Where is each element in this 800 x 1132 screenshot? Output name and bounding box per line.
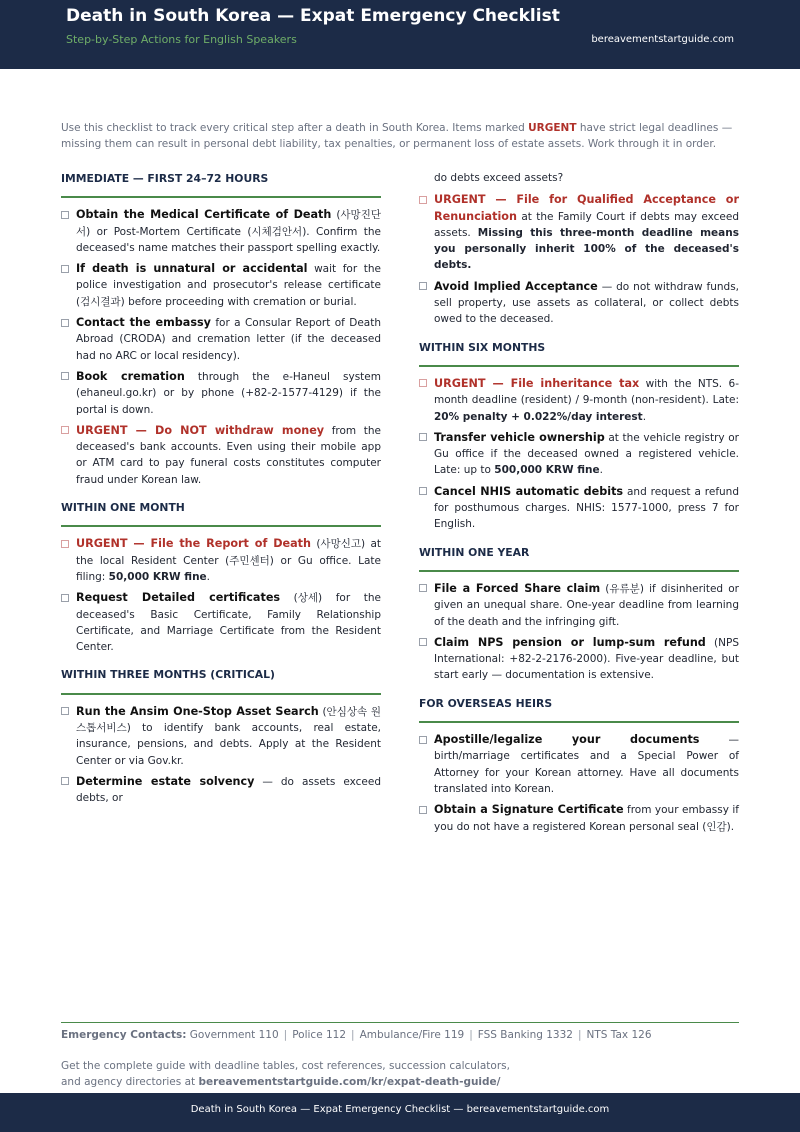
guide-note [61, 1058, 739, 1090]
checkbox[interactable] [61, 707, 69, 715]
guide-prefix: and agency directories at [61, 1076, 199, 1088]
checklist-item[interactable] [419, 732, 739, 797]
checklist-item[interactable] [61, 369, 381, 418]
checkbox[interactable] [419, 196, 427, 204]
checklist-section [419, 192, 739, 327]
checkbox[interactable] [61, 265, 69, 273]
contact-entry: Police 112 [292, 1029, 347, 1041]
checklist-item[interactable] [61, 704, 381, 769]
carried-text: do debts exceed assets? [434, 172, 564, 184]
item-label: Contact the embassy [76, 316, 211, 330]
checklist-item[interactable] [61, 774, 381, 807]
item-label: File a Forced Share claim [434, 581, 601, 595]
checklist-item[interactable] [61, 423, 381, 488]
item-text: with the NTS. 6-month deadline (resident) / 9-month (non-resident). Late: [434, 377, 739, 407]
contacts-label: Emergency Contacts: [61, 1029, 187, 1041]
separator: | [283, 1029, 288, 1041]
item-text: (사망신고) at the local Resident Center (주민센터) or Gu office. Late filing: [76, 538, 381, 583]
item-label: URGENT — File inheritance tax [434, 376, 640, 390]
checklist-item[interactable] [61, 590, 381, 655]
checklist-section [419, 696, 739, 835]
checklist-item[interactable] [61, 261, 381, 310]
checklist-section [61, 171, 381, 488]
checklist-section [419, 340, 739, 533]
item-text: (상세) for the deceased's Basic Certificate, Family Relationship Certificate, and Marriage Certificate from the Resident Center. [76, 592, 381, 654]
guide-link[interactable]: bereavementstartguide.com/kr/expat-death-guide/ [198, 1076, 501, 1088]
separator: | [577, 1029, 582, 1041]
checklist-item[interactable] [419, 192, 739, 273]
intro-paragraph [61, 120, 739, 152]
intro-text-start: Use this checklist to track every critical step after a death in South Korea. Items marked [61, 122, 529, 134]
guide-line-2 [61, 1074, 739, 1090]
item-text: (안심상속 원스톱서비스) to identify bank accounts, real estate, insurance, pensions, and debts. Apply at the Resident Center or via Gov.kr. [76, 705, 381, 767]
contact-entry: FSS Banking 1332 [477, 1029, 573, 1041]
item-text: (NPS International: +82-2-2176-2000). Five-year deadline, but start early — documentation is extensive. [434, 636, 739, 682]
checkbox[interactable] [419, 433, 427, 441]
item-text: wait for the police investigation and prosecutor's release certificate (검시결과) before proceeding with cremation or burial. [76, 263, 381, 308]
checkbox[interactable] [61, 372, 69, 380]
page-header [0, 0, 800, 69]
checklist-item[interactable] [61, 207, 381, 256]
contact-entry: NTS Tax 126 [586, 1029, 652, 1041]
item-text: — birth/marriage certificates and a Special Power of Attorney for your Korean attorney. Have all documents translated into Korean. [434, 734, 739, 795]
checklist-item[interactable] [419, 279, 739, 328]
item-text: (유류분) if disinherited or given an unequal share. One-year deadline from learning of the death and the infringing gift. [434, 582, 739, 628]
checklist-section [419, 545, 739, 684]
item-label: Cancel NHIS automatic debits [434, 484, 624, 498]
separator: | [469, 1029, 473, 1041]
item-label: Obtain a Signature Certificate [434, 803, 624, 817]
checklist-section [61, 500, 381, 655]
footer-divider [61, 1022, 739, 1023]
item-label: Transfer vehicle ownership [434, 430, 605, 444]
item-label: Apostille/legalize your documents [434, 733, 700, 747]
left-column [61, 171, 381, 819]
item-text: and request a refund for posthumous charges. NHIS: 1577-1000, press 7 for English. [434, 485, 739, 531]
item-label: Run the Ansim One-Stop Asset Search [76, 704, 319, 718]
section-title: WITHIN ONE MONTH [61, 500, 381, 527]
item-label: Claim NPS pension or lump-sum refund [434, 635, 706, 649]
section-title: WITHIN SIX MONTHS [419, 340, 739, 367]
document-title: Death in South Korea — Expat Emergency Checklist [66, 6, 560, 26]
item-tail: . [599, 464, 603, 477]
checkbox[interactable] [61, 426, 69, 434]
section-title: IMMEDIATE — FIRST 24–72 HOURS [61, 171, 381, 198]
section-title: WITHIN THREE MONTHS (CRITICAL) [61, 667, 381, 694]
checkbox[interactable] [419, 487, 427, 495]
contact-entry: Government 110 [189, 1029, 279, 1041]
item-label: Request Detailed certificates [76, 591, 281, 605]
section-title: FOR OVERSEAS HEIRS [419, 696, 739, 723]
item-emphasis: Missing this three-month deadline means you personally inherit 100% of the deceased's debts. [434, 226, 739, 272]
contacts-list [190, 1029, 652, 1041]
separator: | [351, 1029, 355, 1041]
item-text: through the e-Haneul system (ehaneul.go.kr) or by phone (+82-2-1577-4129) if the portal is down. [76, 370, 381, 416]
item-label: Determine estate solvency [76, 774, 255, 788]
item-text: — do assets exceed debts, or [76, 775, 381, 805]
checklist-section [61, 667, 381, 806]
item-emphasis: 50,000 KRW fine [108, 570, 207, 583]
guide-line-1: Get the complete guide with deadline tables, cost references, succession calculators, [61, 1060, 510, 1072]
checklist-item[interactable] [419, 802, 739, 835]
footer-bar: Death in South Korea — Expat Emergency Checklist — bereavementstartguide.com [0, 1093, 800, 1132]
checkbox[interactable] [419, 282, 427, 290]
item-text: at the vehicle registry or Gu office if the deceased owned a registered vehicle. Late: up to [434, 431, 739, 477]
item-text: — do not withdraw funds, sell property, use assets as collateral, or collect debts owed to the deceased. [434, 280, 740, 326]
checkbox[interactable] [419, 736, 427, 744]
contact-entry: Ambulance/Fire 119 [359, 1029, 465, 1041]
item-text: from the deceased's bank accounts. Even using their mobile app or ATM card to pay funeral costs constitutes computer fraud under Korean law. [76, 424, 381, 486]
item-tail: . [642, 410, 647, 423]
checklist-item[interactable] [419, 581, 739, 630]
item-label: URGENT — Do NOT withdraw money [76, 423, 325, 437]
checklist-item[interactable] [419, 484, 739, 533]
checkbox[interactable] [419, 379, 427, 387]
checkbox[interactable] [61, 319, 69, 327]
emergency-contacts [61, 1029, 739, 1041]
checklist-item[interactable] [61, 315, 381, 364]
checkbox[interactable] [61, 777, 69, 785]
intro-urgent-word: URGENT [528, 122, 577, 134]
checklist-item[interactable] [61, 536, 381, 585]
checklist-item[interactable] [419, 376, 739, 425]
item-label: If death is unnatural or accidental [76, 262, 308, 276]
item-text: at the Family Court if debts may exceed assets. [434, 210, 739, 239]
item-text: from your embassy if you do not have a registered Korean personal seal (인감). [434, 804, 739, 833]
item-text: for a Consular Report of Death Abroad (CRODA) and cremation letter (if the deceased had no ARC or local residency). [76, 317, 381, 362]
item-emphasis: 20% penalty + 0.022%/day interest [434, 410, 643, 423]
item-label: Avoid Implied Acceptance [434, 279, 598, 293]
item-emphasis: 500,000 KRW fine [494, 464, 600, 477]
checkbox[interactable] [61, 594, 69, 602]
item-label: Book cremation [76, 369, 185, 383]
item-label: URGENT — File for Qualified Acceptance or Renunciation [434, 193, 739, 223]
checkbox[interactable] [61, 211, 69, 219]
checkbox[interactable] [419, 638, 427, 646]
checkbox[interactable] [419, 806, 427, 814]
item-label: Obtain the Medical Certificate of Death [76, 208, 332, 222]
checkbox[interactable] [61, 540, 69, 548]
item-tail: . [206, 570, 211, 583]
checklist-item[interactable] [419, 430, 739, 479]
right-column [419, 170, 739, 847]
section-title: WITHIN ONE YEAR [419, 545, 739, 572]
item-label: URGENT — File the Report of Death [76, 537, 311, 551]
header-site-link[interactable]: bereavementstartguide.com [591, 34, 734, 45]
checkbox[interactable] [419, 584, 427, 592]
document-subtitle: Step-by-Step Actions for English Speakers [66, 33, 297, 46]
intro-text-end: have strict legal deadlines — missing them can result in personal debt liability, tax penalties, or permanent loss of estate assets. Work through it in order. [61, 122, 733, 150]
item-text: (사망진단서) or Post-Mortem Certificate (시체검안서). Confirm the deceased's name matches their passport spelling exactly. [76, 209, 381, 254]
checklist-item[interactable] [419, 635, 739, 684]
